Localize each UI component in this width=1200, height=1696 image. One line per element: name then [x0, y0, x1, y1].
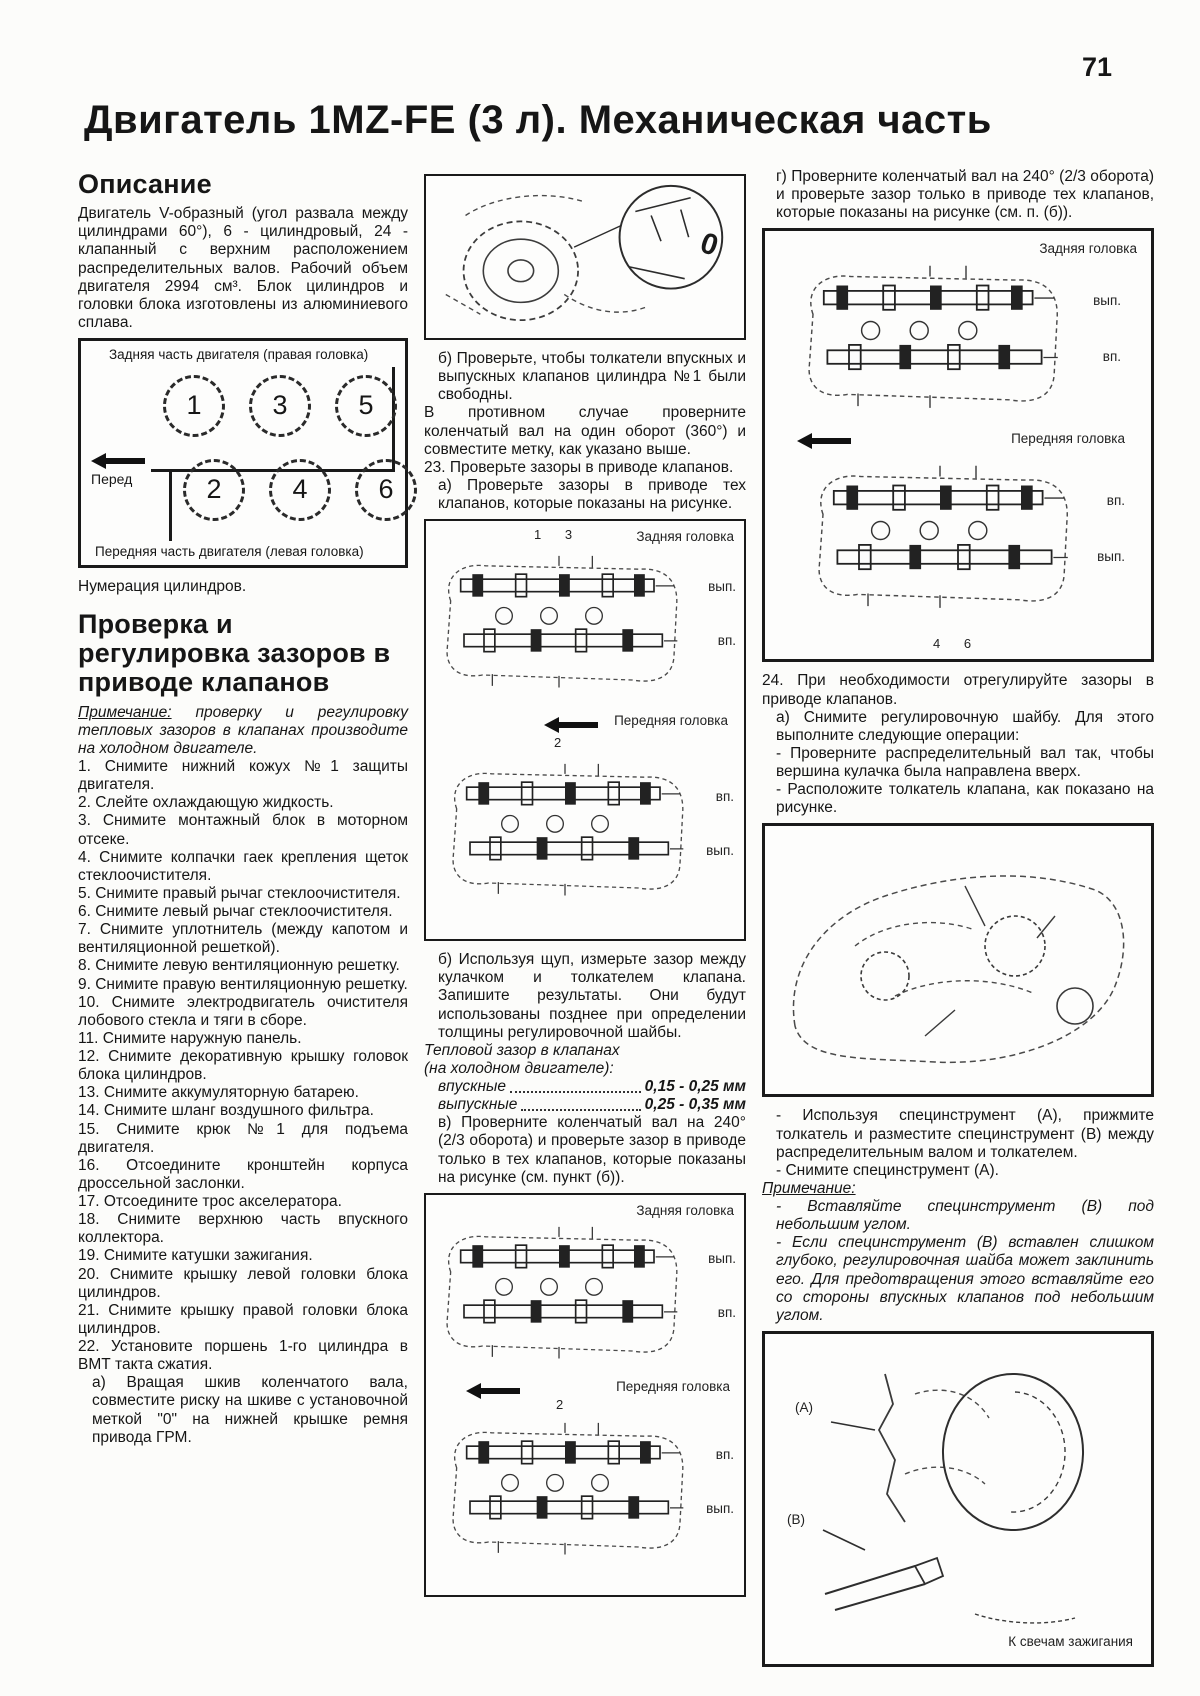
step-substep: а) Проверьте зазоры в приводе тех клапанов, которые показаны на рисунке. [438, 476, 746, 512]
step-item: 13. Снимите аккумуляторную батарею. [78, 1084, 359, 1102]
front-head-drawing [440, 1413, 690, 1561]
valve-numbers: 1 3 [534, 527, 583, 543]
front-head-label: Передняя часть двигателя (левая головка) [95, 544, 364, 560]
left-arrow-icon [544, 717, 598, 733]
paragraph: б) Проверьте, чтобы толкатели впускных и выпускных клапанов цилиндра №1 были свободны. [438, 350, 746, 404]
note-item: - Вставляйте специнструмент (В) под небольшим углом. [776, 1198, 1154, 1234]
intake-label: вп. [717, 633, 736, 649]
rear-head-label: Задняя головка [636, 1202, 734, 1218]
step-item: 12. Снимите декоративную крышку головок блока цилиндров. [78, 1048, 408, 1084]
cylinder-circle: 4 [269, 459, 331, 521]
dotted-leader [521, 1096, 640, 1111]
intake-label: вп. [1106, 493, 1125, 509]
step-item: 8. Снимите левую вентиляционную решетку. [78, 957, 400, 975]
exhaust-label: вып. [1097, 549, 1125, 565]
valve-clearance-figure-1 [424, 519, 746, 941]
spec-label: выпускные [438, 1096, 518, 1114]
front-head-drawing [805, 457, 1075, 613]
cold-engine-note [78, 704, 408, 758]
spec-subtitle: (на холодном двигателе): [424, 1059, 614, 1077]
step-item: 10. Снимите электродвигатель очистителя лобового стекла и тяги в сборе. [78, 993, 408, 1029]
rear-head-label: Задняя головка [636, 529, 734, 545]
front-arrow-icon [91, 453, 145, 469]
sst-tool-figure [762, 1331, 1154, 1667]
step-item: 24. При необходимости отрегулируйте зазоры в приводе клапанов. [762, 672, 1154, 708]
paragraph: б) Используя щуп, измерьте зазор между кулачком и толкателем клапана. Запишите результаты. Они будут использованы позднее при определении толщины регулировочной шайбы. [438, 951, 746, 1041]
columns [78, 168, 1154, 1677]
step-item: 18. Снимите верхнюю часть впускного коллектора. [78, 1211, 408, 1247]
intake-label: вп. [717, 1304, 736, 1320]
bullet-item: - Снимите специнструмент (А). [776, 1161, 999, 1179]
timing-zero-mark: 0 [696, 226, 723, 263]
bullet-item: - Расположите толкатель клапана, как показано на рисунке. [776, 781, 1154, 817]
cylinder-circle: 3 [249, 375, 311, 437]
figure-caption: Нумерация цилиндров. [78, 578, 247, 596]
step-item: 19. Снимите катушки зажигания. [78, 1247, 313, 1265]
tappet-position-figure [762, 823, 1154, 1097]
rear-head-drawing [434, 545, 684, 695]
column-right [762, 168, 1154, 1677]
bullet-item: - Используя специнструмент (А), прижмите толкатель и разместите специнструмент (В) между распределительным валом и толкателем. [776, 1107, 1154, 1161]
exhaust-label: вып. [706, 1500, 734, 1516]
left-arrow-icon [797, 433, 851, 449]
step-item: 5. Снимите правый рычаг стеклоочистителя. [78, 884, 401, 902]
front-head-label: Передняя головка [1011, 431, 1125, 447]
paragraph: г) Проверните коленчатый вал на 240° (2/3 оборота) и проверьте зазор только в приводе тех клапанов, которые показаны на рисунке (см. п. (б)). [776, 168, 1154, 222]
valve-numbers: 4 6 [933, 636, 982, 652]
step-item: 17. Отсоедините трос акселератора. [78, 1193, 342, 1210]
step-item: 1. Снимите нижний кожух №1 защиты двигателя. [78, 758, 408, 794]
step-item: 23. Проверьте зазоры в приводе клапанов. [424, 458, 734, 476]
rear-head-label: Задняя часть двигателя (правая головка) [109, 347, 369, 363]
tool-a-label: (А) [795, 1399, 813, 1415]
exhaust-label: вып. [1093, 293, 1121, 309]
crank-pulley-figure [424, 174, 746, 340]
exhaust-label: вып. [708, 579, 736, 595]
intake-label: вп. [715, 1446, 734, 1462]
front-head-drawing [440, 753, 690, 903]
engine-sketch-drawing [765, 826, 1147, 1088]
step-substep: а) Снимите регулировочную шайбу. Для этого выполните следующие операции: [776, 708, 1154, 744]
column-left [78, 168, 408, 1447]
step-item: 7. Снимите уплотнитель (между капотом и вентиляционной решеткой). [78, 921, 408, 957]
step-item: 21. Снимите крышку правой головки блока цилиндров. [78, 1301, 408, 1337]
exhaust-label: вып. [706, 843, 734, 859]
note-label: Примечание: [762, 1179, 856, 1197]
description-heading: Описание [78, 169, 212, 199]
step-item: 6. Снимите левый рычаг стеклоочистителя. [78, 903, 393, 920]
intake-label: вп. [1102, 349, 1121, 365]
rear-head-drawing [434, 1217, 684, 1365]
page-number: 71 [1081, 52, 1112, 82]
step-item: 2. Слейте охлаждающую жидкость. [78, 794, 334, 812]
front-label: Перед [91, 471, 133, 488]
valve-number: 2 [554, 735, 562, 751]
note-label: Примечание: [78, 703, 172, 721]
cylinder-circle: 1 [163, 375, 225, 437]
spec-row [424, 1078, 746, 1096]
front-head-label: Передняя головка [616, 1378, 730, 1394]
spec-value: 0,25 - 0,35 мм [644, 1096, 746, 1114]
step-item: 4. Снимите колпачки гаек крепления щеток стеклоочистителя. [78, 848, 408, 884]
step-substep: а) Вращая шкив коленчатого вала, совместите риску на шкиве с установочной меткой "0" на нижней крышке ремня привода ГРМ. [92, 1374, 408, 1446]
step-item: 11. Снимите наружную панель. [78, 1029, 302, 1047]
crank-pulley-drawing [426, 176, 742, 332]
spec-row [424, 1096, 746, 1114]
spec-value: 0,15 - 0,25 мм [644, 1078, 746, 1095]
spec-title: Тепловой зазор в клапанах [424, 1041, 620, 1059]
description-text: Двигатель V-образный (угол развала между цилиндрами 60°), 6 - цилиндровый, 24 - клапанный с верхним расположением распределительных валов. Рабочий объем двигателя 2994 см³. Блок цилиндров и головки блока изготовлены из алюминиевого сплава. [78, 205, 408, 331]
valve-clearance-figure-2 [424, 1193, 746, 1597]
valve-clearance-figure-3 [762, 228, 1154, 662]
step-item: 15. Снимите крюк №1 для подъема двигателя. [78, 1120, 408, 1156]
note-item: - Если специнструмент (В) вставлен слишком глубоко, регулировочная шайба может заклинить его. Для предотвращения этого вставляйте его со стороны впускных клапанов под небольшим углом. [776, 1234, 1154, 1324]
step-item: 9. Снимите правую вентиляционную решетку. [78, 975, 408, 993]
note-heading [762, 1180, 1154, 1198]
rear-head-label: Задняя головка [1039, 241, 1137, 257]
cylinder-numbering-figure [78, 338, 408, 568]
cylinder-row-odd [163, 375, 397, 437]
step-item: 20. Снимите крышку левой головки блока цилиндров. [78, 1265, 408, 1301]
cylinder-circle: 5 [335, 375, 397, 437]
spec-label: впускные [438, 1078, 506, 1095]
sst-tool-drawing [765, 1334, 1147, 1658]
step-item: 3. Снимите монтажный блок в моторном отсеке. [78, 812, 408, 848]
cylinder-circle: 6 [355, 459, 417, 521]
front-direction [91, 453, 145, 487]
valve-check-heading: Проверка и регулировка зазоров в приводе клапанов [78, 609, 391, 698]
rear-head-drawing [795, 257, 1065, 413]
spark-plug-caption: К свечам зажигания [1008, 1634, 1133, 1650]
note-text: проверку и регулировку тепловых зазоров в клапанах производите на холодном двигателе. [78, 703, 408, 757]
paragraph: В противном случае проверните коленчатый вал на один оборот (360°) и совместите метку, как указано выше. [424, 404, 746, 458]
column-middle [424, 168, 746, 1607]
intake-label: вп. [715, 789, 734, 805]
step-item: 22. Установите поршень 1-го цилиндра в ВМТ такта сжатия. [78, 1338, 408, 1374]
cylinder-circle: 2 [183, 459, 245, 521]
paragraph: в) Проверните коленчатый вал на 240° (2/3 оборота) и проверьте зазор в приводе только в тех клапанов, которые показаны на рисунке (см. пункт (б)). [438, 1114, 746, 1186]
step-item: 14. Снимите шланг воздушного фильтра. [78, 1102, 374, 1120]
dotted-leader [510, 1078, 641, 1093]
exhaust-label: вып. [708, 1250, 736, 1266]
bullet-item: - Проверните распределительный вал так, чтобы вершина кулачка была направлена вверх. [776, 744, 1154, 780]
page-title: Двигатель 1MZ-FE (3 л). Механическая часть [84, 98, 992, 142]
cylinder-row-even [183, 459, 417, 521]
step-item: 16. Отсоедините кронштейн корпуса дроссельной заслонки. [78, 1156, 408, 1192]
tool-b-label: (В) [787, 1511, 805, 1527]
left-arrow-icon [466, 1383, 520, 1399]
front-head-label: Передняя головка [614, 713, 728, 729]
front-head-bracket [169, 469, 172, 541]
valve-number: 2 [556, 1396, 564, 1412]
